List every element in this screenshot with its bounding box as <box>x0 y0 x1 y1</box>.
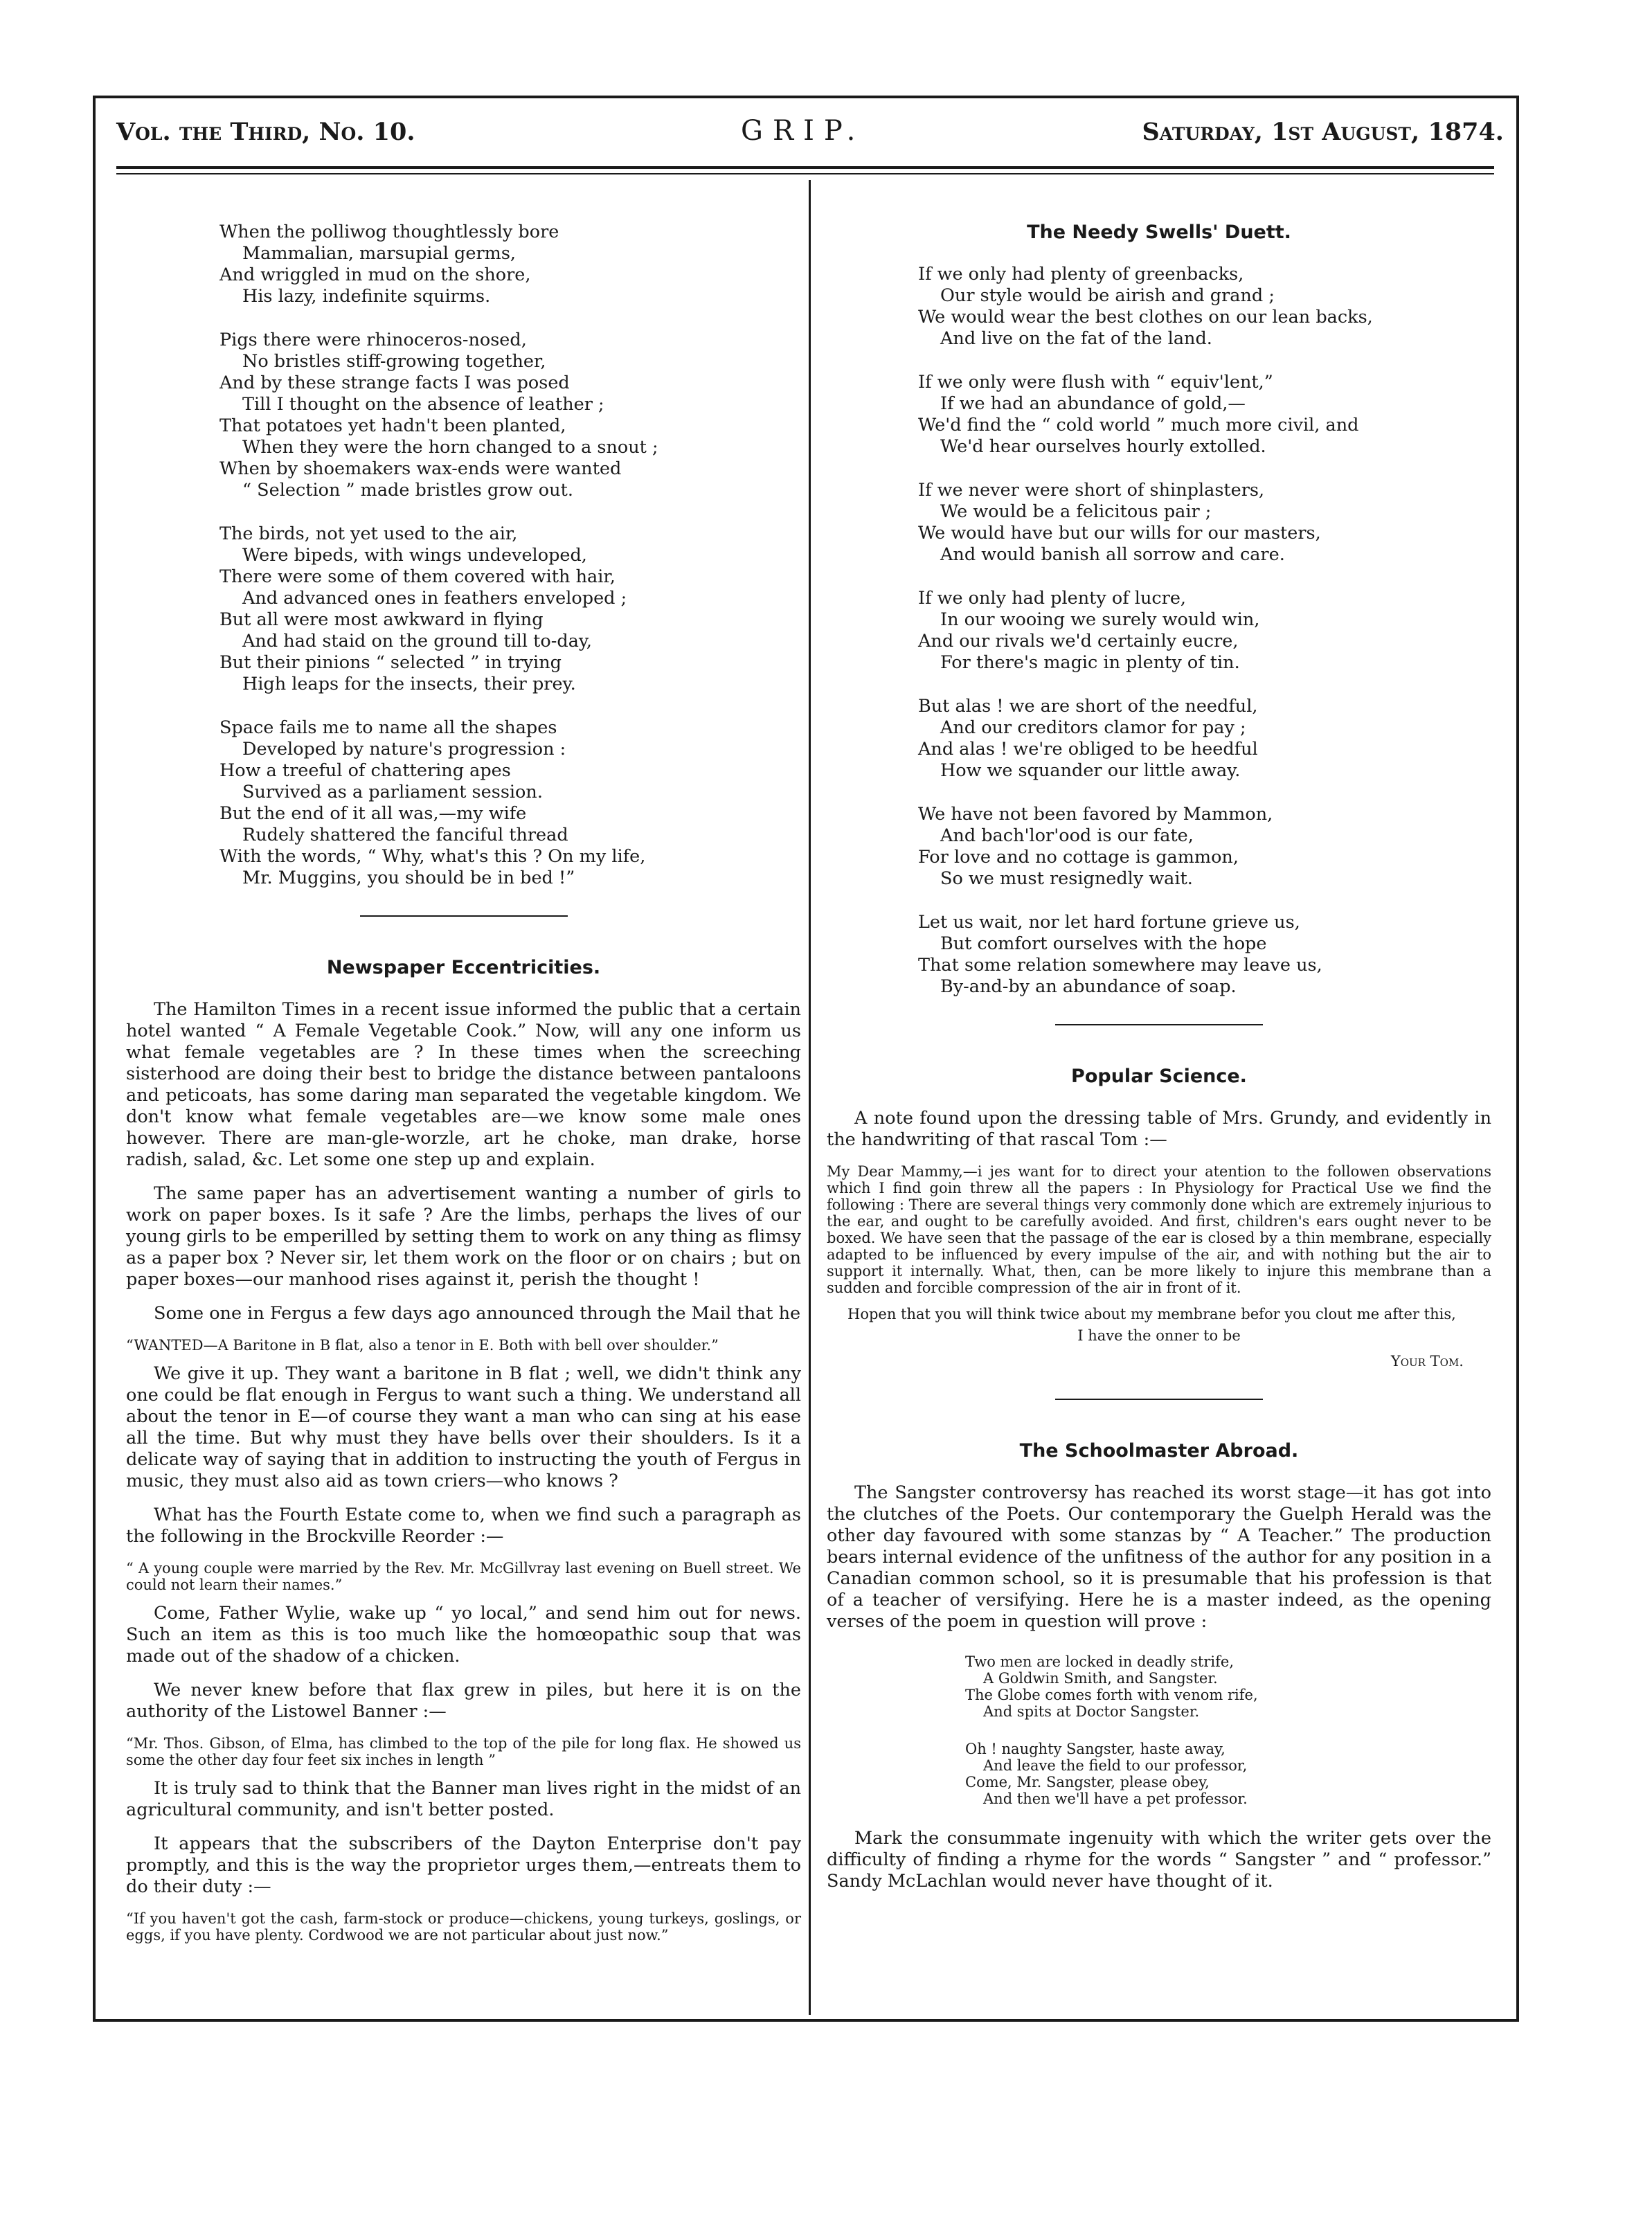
duett-poem <box>827 264 1491 998</box>
verse-line: Space fails me to name all the shapes <box>219 717 557 738</box>
verse-line: We would wear the best clothes on our lean backs, <box>918 307 1373 327</box>
verse-line: Were bipeds, with wings undeveloped, <box>242 545 587 566</box>
verse-line: By-and-by an abundance of soap. <box>940 976 1237 997</box>
section-rule <box>1055 1399 1263 1400</box>
verse-line: But the end of it all was,—my wife <box>219 803 527 824</box>
issue-date: Saturday, 1st August, 1874. <box>1142 118 1504 146</box>
verse-line: There were some of them covered with hair, <box>219 566 616 587</box>
verse-line: And leave the field to our professor, <box>983 1757 1248 1774</box>
verse-line: And advanced ones in feathers enveloped ; <box>242 588 627 609</box>
column-divider <box>809 180 811 2015</box>
right-column <box>827 222 1491 1905</box>
article-paragraph: It is truly sad to think that the Banner man lives right in the midst of an agricultural community, and isn't better posted. <box>126 1778 801 1820</box>
poem-stanza <box>126 330 801 501</box>
verse-line: And bach'lor'ood is our fate, <box>940 825 1194 846</box>
article-paragraph: What has the Fourth Estate come to, when we find such a paragraph as the following in the Brockville Reorder :— <box>126 1505 801 1547</box>
verse-line: For there's magic in plenty of tin. <box>940 652 1240 673</box>
letter-signature: Your Tom. <box>1390 1353 1464 1370</box>
section-heading-schoolmaster: The Schoolmaster Abroad. <box>1019 1440 1299 1462</box>
masthead-rule <box>116 166 1494 169</box>
poem-stanza <box>827 372 1491 458</box>
verse-line: No bristles stiff-growing together, <box>242 351 546 372</box>
poem-stanza <box>126 717 801 889</box>
quoted-notice: “Mr. Thos. Gibson, of Elma, has climbed to the top of the pile for long flax. He showed us some the other day four feet six inches in length ” <box>126 1735 801 1768</box>
verse-line: But comfort ourselves with the hope <box>940 933 1267 954</box>
letter-body: Hopen that you will think twice about my membrane befor you clout me after this, <box>847 1306 1456 1322</box>
verse-line: And wriggled in mud on the shore, <box>219 264 531 285</box>
verse-line: Our style would be airish and grand ; <box>940 285 1275 306</box>
verse-line: And had staid on the ground till to-day, <box>242 631 593 652</box>
article-paragraph: A note found upon the dressing table of Mrs. Grundy, and evidently in the handwriting of that rascal Tom :— <box>827 1108 1491 1150</box>
verse-line: We would have but our wills for our masters, <box>918 523 1321 544</box>
verse-line: Pigs there were rhinoceros-nosed, <box>219 330 527 350</box>
quoted-stanza <box>827 1741 1491 1807</box>
masthead-title: GRIP. <box>741 115 865 147</box>
verse-line: Till I thought on the absence of leather ; <box>242 394 604 415</box>
verse-line: How a treeful of chattering apes <box>219 760 511 781</box>
article-paragraph: Come, Father Wylie, wake up “ yo local,” and send him out for news. Such an item as this is too much like the homœopathic soup that was made out of the shadow of a chicken. <box>126 1603 801 1667</box>
verse-line: If we only had plenty of lucre, <box>918 588 1187 609</box>
verse-line: A Goldwin Smith, and Sangster. <box>983 1670 1218 1687</box>
verse-line: Developed by nature's progression : <box>242 739 566 760</box>
verse-line: If we had an abundance of gold,— <box>940 393 1246 414</box>
verse-line: Mr. Muggins, you should be in bed !” <box>242 868 575 888</box>
verse-line: Oh ! naughty Sangster, haste away, <box>965 1741 1225 1757</box>
section-heading-duett: The Needy Swells' Duett. <box>1027 222 1291 243</box>
article-paragraph: Some one in Fergus a few days ago announced through the Mail that he <box>154 1303 801 1324</box>
poem-stanza <box>827 696 1491 782</box>
article-paragraph: The same paper has an advertisement wanting a number of girls to work on paper boxes. Is it safe ? Are the limbs, perhaps the lives of our young girls to be emperilled by setting them to work on any thing as flimsy as a paper box ? Never sir, let them work on the floor or on chairs ; but on paper boxes—our manhood rises against it, perish the thought ! <box>126 1183 801 1290</box>
quoted-verses <box>827 1653 1491 1807</box>
left-column <box>126 222 801 1953</box>
verse-line: Mammalian, marsupial germs, <box>242 243 517 264</box>
verse-line: If we never were short of shinplasters, <box>918 480 1265 501</box>
poem-stanza <box>126 222 801 307</box>
verse-line: And our rivals we'd certainly eucre, <box>918 631 1239 652</box>
verse-line: And live on the fat of the land. <box>940 328 1212 349</box>
verse-line: We would be a felicitous pair ; <box>940 501 1212 522</box>
verse-line: And then we'll have a pet professor. <box>983 1790 1248 1807</box>
poem-stanza <box>827 912 1491 998</box>
article-paragraph: The Hamilton Times in a recent issue informed the public that a certain hotel wanted “ A Female Vegetable Cook.” Now, will any one inform us what female vegetables are ? In these times when the screeching sisterhood are doing their best to bridge the distance between pantaloons and peticoats, has some daring man separated the vegetable kingdom. We don't know what female vegetables are—we know some male ones however. There are man-gle-worzle, art he choke, man drake, horse radish, salad, &c. Let some one step up and explain. <box>126 999 801 1170</box>
section-heading-science: Popular Science. <box>1071 1066 1247 1087</box>
verse-line: So we must resignedly wait. <box>940 868 1193 889</box>
article-paragraph: It appears that the subscribers of the Dayton Enterprise don't pay promptly, and this is the way the proprietor urges them,—entreats them to do their duty :— <box>126 1833 801 1897</box>
quoted-notice: “WANTED—A Baritone in B flat, also a tenor in E. Both with bell over shoulder.” <box>126 1337 719 1354</box>
verse-line: And our creditors clamor for pay ; <box>940 717 1246 738</box>
quoted-stanza <box>827 1653 1491 1720</box>
verse-line: But alas ! we are short of the needful, <box>918 696 1258 717</box>
verse-line: His lazy, indefinite squirms. <box>242 286 491 307</box>
verse-line: That some relation somewhere may leave us, <box>918 955 1322 976</box>
verse-line: We'd hear ourselves hourly extolled. <box>940 436 1266 457</box>
verse-line: We have not been favored by Mammon, <box>918 804 1273 825</box>
poem-stanza <box>827 264 1491 350</box>
verse-line: And by these strange facts I was posed <box>219 373 570 393</box>
evolution-poem <box>126 222 801 889</box>
verse-line: When they were the horn changed to a snout ; <box>242 437 658 458</box>
masthead-rule-thin <box>116 173 1494 174</box>
article-paragraph: Mark the consummate ingenuity with which the writer gets over the difficulty of finding a rhyme for the words “ Sangster ” and “ professor.” Sandy McLachlan would never have thought of it. <box>827 1828 1491 1892</box>
verse-line: And would banish all sorrow and care. <box>940 544 1285 565</box>
letter-body: My Dear Mammy,—i jes want for to direct your atention to the followen observations which I find goin threw all the papers : In Physiology for Practical Use we find the following : There are several things very commonly done which are extremely injurious to the ear, and ought to be carefully avoided. And first, children's ears ought never to be boxed. We have seen that the passage of the ear is closed by a thin membrane, especially adapted to be influenced by every impulse of the air, and with nothing but the air to support it internally. What, then, can be more likely to injure this membrane than a sudden and forcible compression of the air in front of it. <box>827 1163 1491 1296</box>
article-paragraph: We never knew before that flax grew in piles, but here it is on the authority of the Listowel Banner :— <box>126 1680 801 1722</box>
verse-line: But all were most awkward in flying <box>219 609 544 630</box>
verse-line: How we squander our little away. <box>940 760 1241 781</box>
verse-line: We'd find the “ cold world ” much more civil, and <box>918 415 1359 436</box>
verse-line: For love and no cottage is gammon, <box>918 847 1239 868</box>
verse-line: And alas ! we're obliged to be heedful <box>918 739 1258 760</box>
verse-line: That potatoes yet hadn't been planted, <box>219 415 566 436</box>
verse-line: Come, Mr. Sangster, please obey, <box>965 1774 1210 1790</box>
letter-closing: I have the onner to be <box>1077 1327 1241 1344</box>
poem-stanza <box>827 480 1491 566</box>
verse-line: In our wooing we surely would win, <box>940 609 1260 630</box>
poem-stanza <box>126 523 801 695</box>
section-rule <box>1055 1024 1263 1025</box>
verse-line: And spits at Doctor Sangster. <box>983 1703 1200 1720</box>
article-paragraph: We give it up. They want a baritone in B flat ; well, we didn't think any one could be flat enough in Fergus to want such a thing. We understand all about the tenor in E—of course they want a man who can sing at his ease all the time. But why must they have bells over their shoulders. Is it a delicate way of saying that in addition to instructing the youth of Fergus in music, they must also aid as town criers—who knows ? <box>126 1363 801 1491</box>
verse-line: If we only had plenty of greenbacks, <box>918 264 1244 285</box>
volume-number: Vol. the Third, No. 10. <box>116 118 415 146</box>
verse-line: The Globe comes forth with venom rife, <box>965 1687 1258 1703</box>
verse-line: Survived as a parliament session. <box>242 782 543 802</box>
poem-stanza <box>827 804 1491 890</box>
verse-line: With the words, “ Why, what's this ? On my life, <box>219 846 646 867</box>
verse-line: Two men are locked in deadly strife, <box>965 1653 1234 1670</box>
article-paragraph: The Sangster controversy has reached its worst stage—it has got into the clutches of the Poets. Our contemporary the Guelph Herald was the other day favoured with some stanzas by “ A Teacher.” The production bears internal evidence of the unfitness of the author for any position in a Canadian common school, so it is presumable that his profession is that of a teacher of versifying. Here he is a master indeed, as the opening verses of the poem in question will prove : <box>827 1482 1491 1632</box>
quoted-notice: “ A young couple were married by the Rev. Mr. McGillvray last evening on Buell street. We could not learn their names.” <box>126 1560 801 1593</box>
verse-line: “ Selection ” made bristles grow out. <box>242 480 573 501</box>
verse-line: But their pinions “ selected ” in trying <box>219 652 562 673</box>
section-heading-eccentricities: Newspaper Eccentricities. <box>326 957 601 978</box>
verse-line: The birds, not yet used to the air, <box>219 523 518 544</box>
verse-line: Rudely shattered the fanciful thread <box>242 825 568 845</box>
verse-line: Let us wait, nor let hard fortune grieve us, <box>918 912 1300 933</box>
verse-line: When by shoemakers wax-ends were wanted <box>219 458 622 479</box>
verse-line: When the polliwog thoughtlessly bore <box>219 222 559 242</box>
section-rule <box>360 915 568 917</box>
verse-line: High leaps for the insects, their prey. <box>242 674 576 694</box>
poem-stanza <box>827 588 1491 674</box>
quoted-notice: “If you haven't got the cash, farm-stock or produce—chickens, young turkeys, goslings, or eggs, if you have plenty. Cordwood we are not particular about just now.” <box>126 1910 801 1944</box>
verse-line: If we only were flush with “ equiv'lent,” <box>918 372 1273 393</box>
